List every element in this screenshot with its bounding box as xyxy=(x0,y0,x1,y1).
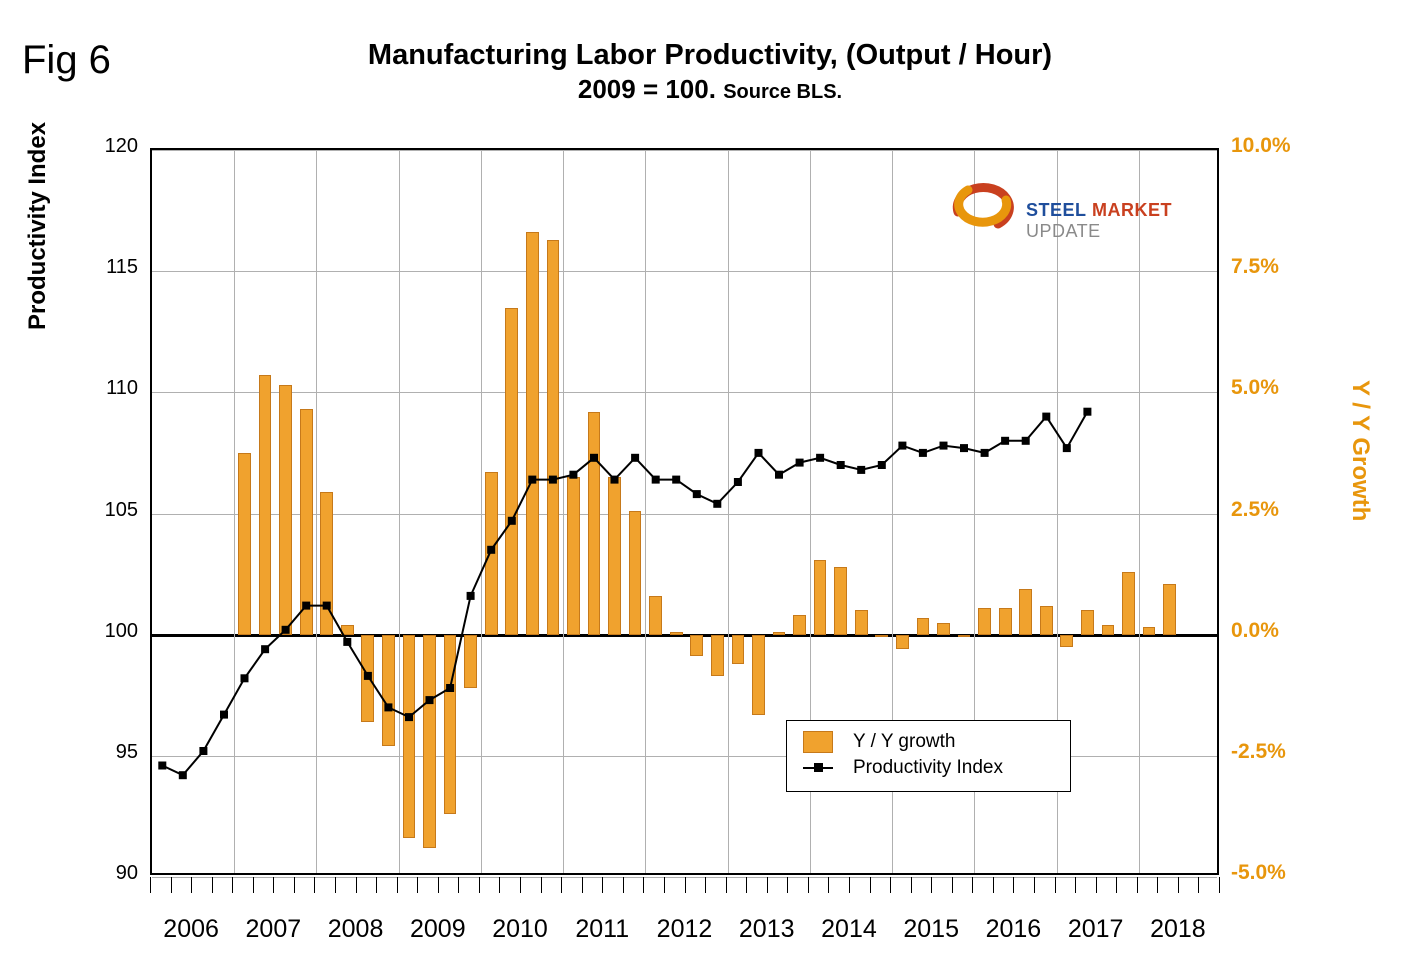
x-tick-label-year: 2013 xyxy=(738,915,795,943)
x-axis-tick xyxy=(438,877,439,893)
x-axis-tick xyxy=(1034,877,1035,893)
x-tick-label-year: 2012 xyxy=(656,915,713,943)
x-axis-tick xyxy=(335,877,336,893)
y-tick-label-right: -2.5% xyxy=(1231,739,1286,763)
x-axis-tick xyxy=(1116,877,1117,893)
x-axis-tick xyxy=(1178,877,1179,893)
y-tick-label-left: 120 xyxy=(104,135,138,157)
x-axis-tick xyxy=(212,877,213,893)
x-tick-label-year: 2011 xyxy=(575,915,630,943)
x-axis-tick xyxy=(849,877,850,893)
chart-subtitle xyxy=(150,73,1270,107)
x-tick-label-year: 2010 xyxy=(492,915,548,943)
x-axis-tick xyxy=(808,877,809,893)
x-axis-tick xyxy=(890,877,891,893)
x-axis-tick xyxy=(314,877,315,893)
x-axis-tick xyxy=(1013,877,1014,893)
x-axis-tick xyxy=(171,877,172,893)
legend-marker-index xyxy=(814,763,823,772)
x-axis-tick xyxy=(931,877,932,893)
y-tick-label-left: 115 xyxy=(106,256,138,279)
x-axis-tick xyxy=(1075,877,1076,893)
x-axis-tick xyxy=(828,877,829,893)
chart-subtitle-text: 2009 = 100. xyxy=(577,74,716,105)
x-tick-label-year: 2016 xyxy=(985,915,1042,943)
x-axis-tick xyxy=(541,877,542,893)
x-tick-label-year: 2015 xyxy=(903,915,959,943)
x-axis-tick xyxy=(1096,877,1097,893)
y-axis-title-left: Productivity Index xyxy=(24,121,51,330)
x-tick-label-year: 2007 xyxy=(245,915,302,943)
x-axis-tick xyxy=(972,877,973,893)
x-axis-tick xyxy=(1157,877,1158,893)
y-tick-label-right: -5.0% xyxy=(1231,861,1286,884)
x-axis-tick xyxy=(397,877,398,893)
x-axis-tick xyxy=(870,877,871,893)
y-tick-label-right: 5.0% xyxy=(1231,376,1279,400)
x-axis-tick xyxy=(643,877,644,893)
chart-title-block xyxy=(150,38,1270,107)
x-axis-tick xyxy=(232,877,233,893)
x-axis-tick xyxy=(602,877,603,893)
chart-legend xyxy=(786,720,1071,792)
x-axis-tick xyxy=(150,877,151,893)
smu-logo-mark xyxy=(948,178,1022,234)
y-tick-label-left: 105 xyxy=(104,498,138,521)
y-tick-label-right: 2.5% xyxy=(1231,497,1279,521)
y-tick-label-left: 95 xyxy=(115,740,138,763)
x-axis-tick xyxy=(499,877,500,893)
smu-logo xyxy=(948,178,1178,241)
y-tick-label-left: 90 xyxy=(115,862,138,884)
x-axis-tick xyxy=(294,877,295,893)
smu-logo-update: UPDATE xyxy=(1026,221,1101,241)
chart-source: Source BLS. xyxy=(723,81,843,104)
x-axis-tick xyxy=(993,877,994,893)
x-axis-tick xyxy=(356,877,357,893)
x-axis-tick xyxy=(191,877,192,893)
x-axis-tick xyxy=(561,877,562,893)
x-axis-tick xyxy=(582,877,583,893)
x-axis-tick xyxy=(726,877,727,893)
y-tick-label-right: 7.5% xyxy=(1231,255,1279,279)
legend-label-growth: Y / Y growth xyxy=(853,731,956,752)
x-axis-tick xyxy=(623,877,624,893)
x-axis-tick xyxy=(417,877,418,893)
smu-logo-steel: STEEL xyxy=(1026,200,1087,220)
x-axis-tick xyxy=(273,877,274,893)
x-tick-label-year: 2008 xyxy=(327,915,384,943)
legend-swatch-growth xyxy=(803,731,833,753)
y-tick-label-right: 0.0% xyxy=(1231,618,1279,642)
x-tick-label-year: 2006 xyxy=(163,915,219,943)
legend-label-index: Productivity Index xyxy=(853,757,1003,778)
y-tick-label-left: 110 xyxy=(106,377,138,400)
figure-label: Fig 6 xyxy=(22,38,111,82)
x-axis-tick xyxy=(685,877,686,893)
smu-logo-market: MARKET xyxy=(1092,200,1173,220)
x-axis-tick xyxy=(253,877,254,893)
x-axis-tick xyxy=(1198,877,1199,893)
x-axis-tick xyxy=(746,877,747,893)
x-axis-tick xyxy=(952,877,953,893)
x-axis-tick xyxy=(705,877,706,893)
y-tick-label-right: 10.0% xyxy=(1231,134,1291,157)
x-tick-label-year: 2014 xyxy=(821,915,877,943)
chart-title: Manufacturing Labor Productivity, (Output / Hour) xyxy=(367,39,1053,71)
x-axis-tick xyxy=(458,877,459,893)
x-tick-label-year: 2018 xyxy=(1150,915,1206,943)
smu-logo-text xyxy=(1026,200,1178,242)
x-axis-tick xyxy=(376,877,377,893)
x-tick-label-year: 2017 xyxy=(1067,915,1124,943)
x-axis-tick xyxy=(1137,877,1138,893)
x-axis-tick xyxy=(767,877,768,893)
y-tick-label-left: 100 xyxy=(104,619,138,642)
x-axis-tick xyxy=(479,877,480,893)
x-tick-label-year: 2009 xyxy=(409,915,466,943)
x-axis-tick xyxy=(664,877,665,893)
y-axis-title-right: Y / Y Growth xyxy=(1347,380,1374,522)
x-axis-tick xyxy=(911,877,912,893)
x-axis-tick xyxy=(787,877,788,893)
x-axis-tick xyxy=(1055,877,1056,893)
x-axis-tick xyxy=(1219,877,1220,893)
x-axis-tick xyxy=(520,877,521,893)
